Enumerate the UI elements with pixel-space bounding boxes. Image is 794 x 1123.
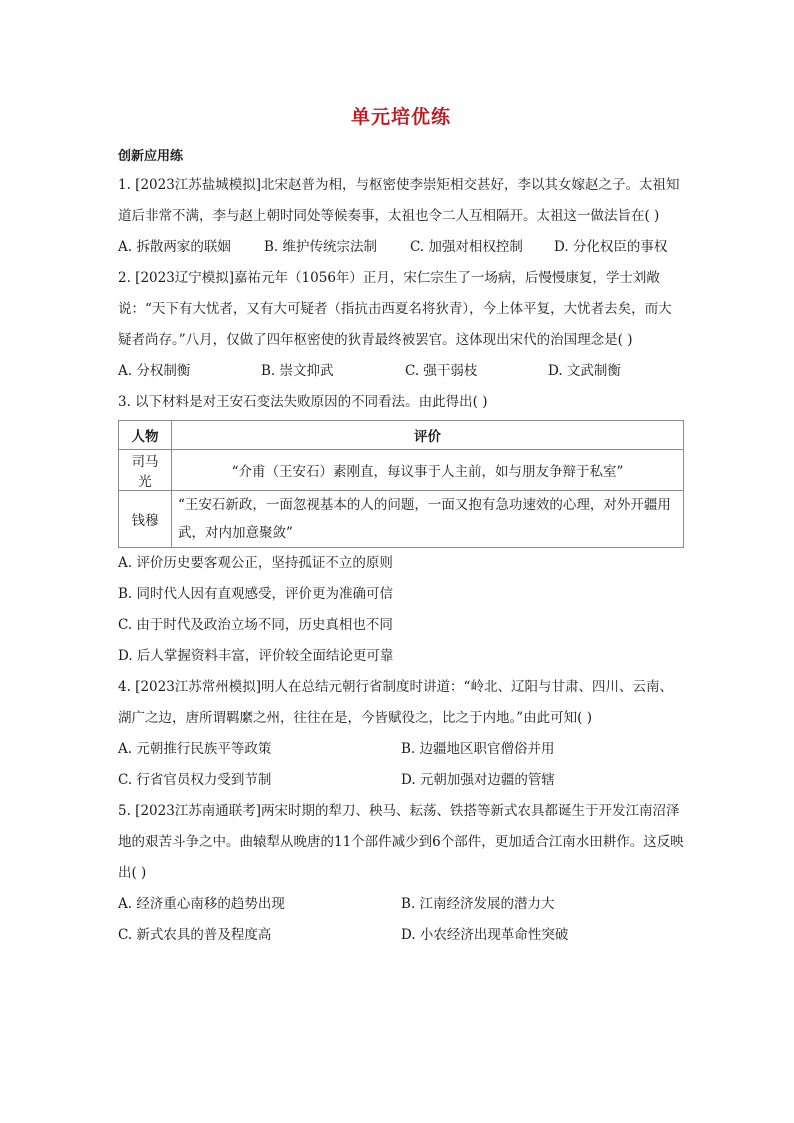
- section-heading: 创新应用练: [118, 149, 184, 164]
- question-5-option-a[interactable]: A. 经济重心南移的趋势出现: [118, 896, 285, 912]
- question-1-option-c[interactable]: C. 加强对相权控制: [410, 239, 523, 255]
- question-3: [118, 387, 684, 672]
- question-3-option-c[interactable]: C. 由于时代及政治立场不同，历史真相也不同: [118, 617, 393, 633]
- question-2-option-a[interactable]: A. 分权制衡: [118, 363, 191, 379]
- question-4-option-a[interactable]: A. 元朝推行民族平等政策: [118, 741, 272, 757]
- table-row: [119, 491, 684, 548]
- question-5-options: [118, 889, 684, 951]
- question-2-stem: 2. [2023辽宁模拟]嘉祐元年（1056年）正月，宋仁宗生了一场病，后慢慢康复，学士刘敞说：“天下有大忧者，又有大可疑者（指抗击西夏名将狄青），今上体平复，大忧者去矣，而大疑者尚存。”八月，仅做了四年枢密使的狄青最终被罢官。这体现出宋代的治国理念是( ): [118, 270, 672, 348]
- question-5: [118, 796, 684, 951]
- question-2-option-b[interactable]: B. 崇文抑武: [261, 363, 334, 379]
- question-4-stem: 4. [2023江苏常州模拟]明人在总结元朝行省制度时讲道：“岭北、辽阳与甘肃、四川、云南、湖广之边，唐所谓羁縻之州，往往在是，今皆赋役之，比之于内地。”由此可知( ): [118, 679, 673, 726]
- question-1: [118, 170, 684, 263]
- table-header-evaluation: 评价: [172, 421, 684, 450]
- question-2-options: [118, 356, 684, 387]
- table-header-person: 人物: [119, 421, 172, 450]
- question-4: [118, 672, 684, 796]
- table-cell-evaluation: “王安石新政，一面忽视基本的人的问题，一面又抱有急功速效的心理，对外开疆用武，对内加意聚敛”: [172, 491, 684, 548]
- evaluation-table: [118, 420, 684, 548]
- question-1-stem: 1. [2023江苏盐城模拟]北宋赵普为相，与枢密使李崇矩相交甚好，李以其女嫁赵之子。太祖知道后非常不满，李与赵上朝时同处等候奏事，太祖也令二人互相隔开。太祖这一做法旨在( ): [118, 177, 680, 224]
- question-2: [118, 263, 684, 387]
- question-3-option-b[interactable]: B. 同时代人因有直观感受，评价更为准确可信: [118, 586, 394, 602]
- table-cell-person: 司马光: [119, 450, 172, 491]
- question-5-option-d[interactable]: D. 小农经济出现革命性突破: [401, 927, 569, 943]
- question-1-option-a[interactable]: A. 拆散两家的联姻: [118, 239, 231, 255]
- table-row: [119, 450, 684, 491]
- question-3-option-d[interactable]: D. 后人掌握资料丰富，评价较全面结论更可靠: [118, 648, 394, 664]
- table-cell-person: 钱穆: [119, 491, 172, 548]
- question-2-option-d[interactable]: D. 文武制衡: [548, 363, 621, 379]
- page-title: 单元培优练: [350, 106, 451, 128]
- question-5-option-b[interactable]: B. 江南经济发展的潜力大: [401, 896, 555, 912]
- question-1-option-d[interactable]: D. 分化权臣的事权: [554, 239, 668, 255]
- question-3-stem: 3. 以下材料是对王安石变法失败原因的不同看法。由此得出( ): [118, 394, 488, 410]
- question-4-option-d[interactable]: D. 元朝加强对边疆的管辖: [401, 772, 555, 788]
- question-4-option-b[interactable]: B. 边疆地区职官僧俗并用: [401, 741, 555, 757]
- question-3-option-a[interactable]: A. 评价历史要客观公正，坚持孤证不立的原则: [118, 555, 393, 571]
- question-4-option-c[interactable]: C. 行省官员权力受到节制: [118, 772, 272, 788]
- question-5-option-c[interactable]: C. 新式农具的普及程度高: [118, 927, 272, 943]
- table-header-row: [119, 421, 684, 450]
- question-2-option-c[interactable]: C. 强干弱枝: [405, 363, 478, 379]
- question-1-options: [118, 232, 684, 263]
- question-1-option-b[interactable]: B. 维护传统宗法制: [264, 239, 378, 255]
- question-5-stem: 5. [2023江苏南通联考]两宋时期的犁刀、秧马、耘荡、铁搭等新式农具都诞生于开发江南沼泽地的艰苦斗争之中。曲辕犁从晚唐的11个部件减少到6个部件，更加适合江南水田耕作。这反映出( ): [118, 803, 684, 881]
- question-4-options: [118, 734, 684, 796]
- table-cell-evaluation: “介甫（王安石）素刚直，每议事于人主前，如与朋友争辩于私室”: [172, 450, 684, 491]
